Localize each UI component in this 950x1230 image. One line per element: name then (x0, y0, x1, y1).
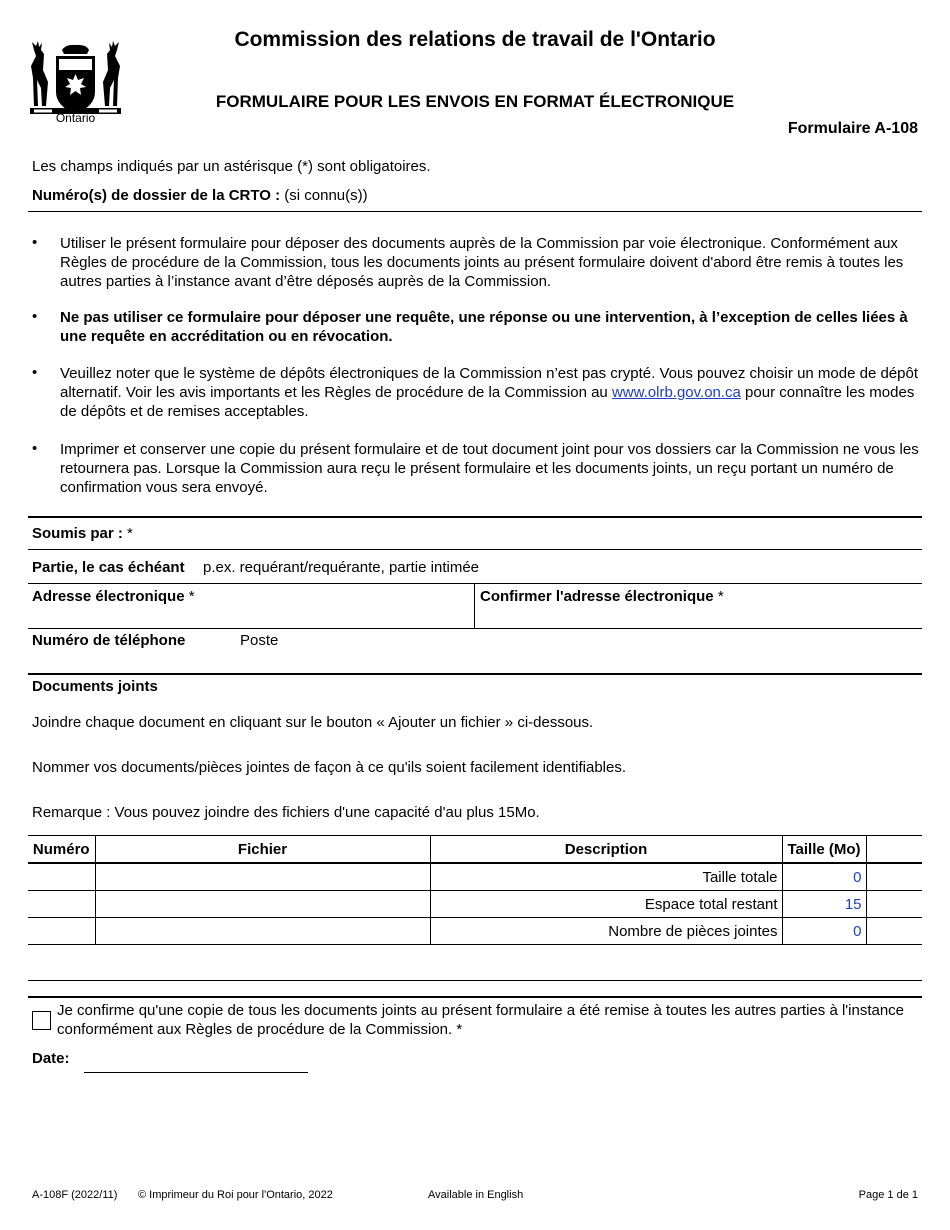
total-size-label: Taille totale (430, 863, 782, 891)
divider (28, 549, 922, 550)
extension-input[interactable] (240, 650, 360, 670)
email-label-row (32, 588, 195, 605)
form-title: FORMULAIRE POUR LES ENVOIS EN FORMAT ÉLECTRONIQUE (215, 92, 735, 111)
olrb-website-link[interactable]: www.olrb.gov.on.ca (611, 384, 741, 401)
submitted-by-input[interactable] (150, 521, 920, 547)
table-row (28, 918, 922, 945)
bullet-text: Utiliser le présent formulaire pour déposer des documents auprès de la Commission par voie électronique. Conformément aux Règles de procédure de la Commission, tous les documents joints au présent formulaire doivent d'abord être remis à toutes les autres parties à l’instance avant d’être déposés auprès de la Commission. (60, 235, 904, 290)
column-header-size: Taille (Mo) (782, 836, 866, 864)
bullet-dot: • (32, 440, 38, 457)
column-header-empty (866, 836, 922, 864)
confirmation-checkbox[interactable] (32, 1011, 51, 1030)
attachments-instruction-1: Joindre chaque document en cliquant sur le bouton « Ajouter un fichier » ci-dessous. (32, 714, 594, 731)
form-code: A-108F (2022/11) (32, 1189, 118, 1201)
bullet-text-part: pour connaître les modes de dépôts et de remises acceptables. (60, 384, 915, 420)
table-header-row (28, 836, 922, 864)
confirm-email-label: Confirmer l'adresse électronique (480, 588, 714, 605)
file-number-hint: (si connu(s)) (284, 187, 368, 204)
confirm-email-label-row (480, 588, 724, 605)
required-asterisk: * (188, 588, 195, 605)
total-size-value: 0 (782, 863, 866, 891)
table-cell (28, 918, 95, 945)
table-cell (28, 863, 95, 891)
required-asterisk: * (127, 525, 133, 542)
date-input[interactable] (84, 1052, 308, 1073)
bullet-text: Ne pas utiliser ce formulaire pour déposer une requête, une réponse ou une intervention, à l’exception de celles liées à une requête en accréditation ou en révocation. (60, 309, 908, 345)
divider (28, 673, 922, 675)
email-label: Adresse électronique (32, 588, 185, 605)
commission-title: Commission des relations de travail de l'Ontario (234, 28, 716, 51)
table-cell (866, 918, 922, 945)
logo-caption: Ontario (55, 111, 96, 125)
attachment-count-value: 0 (782, 918, 866, 945)
available-in-english-link[interactable]: Available in English (428, 1189, 524, 1201)
file-number-input[interactable] (390, 184, 922, 208)
form-number: Formulaire A-108 (787, 120, 918, 137)
divider (28, 211, 922, 212)
file-number-label: Numéro(s) de dossier de la CRTO : (32, 187, 281, 204)
extension-label: Poste (240, 632, 279, 649)
bullet-dot: • (32, 234, 38, 251)
table-row (28, 891, 922, 918)
table-cell (28, 891, 95, 918)
party-input[interactable]: p.ex. requérant/requérante, partie intimée (203, 559, 479, 576)
confirmation-text: Je confirme qu'une copie de tous les documents joints au présent formulaire a été remise à toutes les autres parties à l'instance conformément aux Règles de procédure de la Commission. * (57, 1002, 905, 1038)
attachments-instruction-2: Nommer vos documents/pièces jointes de façon à ce qu'ils soient facilement identifiables. (32, 759, 627, 776)
column-header-file: Fichier (95, 836, 430, 864)
divider (28, 516, 922, 518)
email-input[interactable] (32, 606, 470, 628)
party-label: Partie, le cas échéant (32, 559, 185, 576)
attachments-heading: Documents joints (32, 678, 158, 695)
required-fields-note: Les champs indiqués par un astérisque (*) sont obligatoires. (32, 158, 431, 175)
bullet-text (60, 364, 922, 421)
phone-input[interactable] (32, 650, 227, 670)
table-row (28, 863, 922, 891)
divider (28, 996, 922, 998)
remaining-space-value: 15 (782, 891, 866, 918)
divider (474, 584, 475, 628)
attachments-size-note: Remarque : Vous pouvez joindre des fichiers d'une capacité d'au plus 15Mo. (32, 804, 540, 821)
submitted-by-row (32, 525, 133, 542)
table-cell (95, 891, 430, 918)
table-cell (95, 863, 430, 891)
confirm-email-input[interactable] (480, 606, 920, 628)
required-asterisk: * (717, 588, 724, 605)
remaining-space-label: Espace total restant (430, 891, 782, 918)
page-number: Page 1 de 1 (858, 1189, 918, 1201)
table-cell (866, 891, 922, 918)
copyright: © Imprimeur du Roi pour l'Ontario, 2022 (138, 1189, 333, 1201)
bullet-text: Imprimer et conserver une copie du présent formulaire et de tout document joint pour vos dossiers car la Commission ne vous les retournera pas. Lorsque la Commission aura reçu le présent formulaire et les documents joints, un reçu portant un numéro de confirmation vous sera envoyé. (60, 441, 919, 496)
column-header-number: Numéro (28, 836, 95, 864)
bullet-dot: • (32, 308, 38, 325)
column-header-description: Description (430, 836, 782, 864)
attachment-count-label: Nombre de pièces jointes (430, 918, 782, 945)
submitted-by-label: Soumis par : (32, 525, 123, 542)
bullet-dot: • (32, 364, 38, 381)
bullet-text-part: Veuillez noter que le système de dépôts électroniques de la Commission n’est pas crypté. Vous pouvez choisir un mode de dépôt alternatif. Voir les avis importants et les Règles de procédure de la Commission au (60, 365, 918, 401)
table-cell (95, 918, 430, 945)
date-label: Date: (32, 1050, 70, 1067)
divider (28, 583, 922, 584)
file-number-row (32, 187, 368, 204)
phone-label: Numéro de téléphone (32, 632, 186, 649)
attachments-table (28, 835, 922, 945)
divider (28, 980, 922, 981)
divider (28, 628, 922, 629)
table-cell (866, 863, 922, 891)
